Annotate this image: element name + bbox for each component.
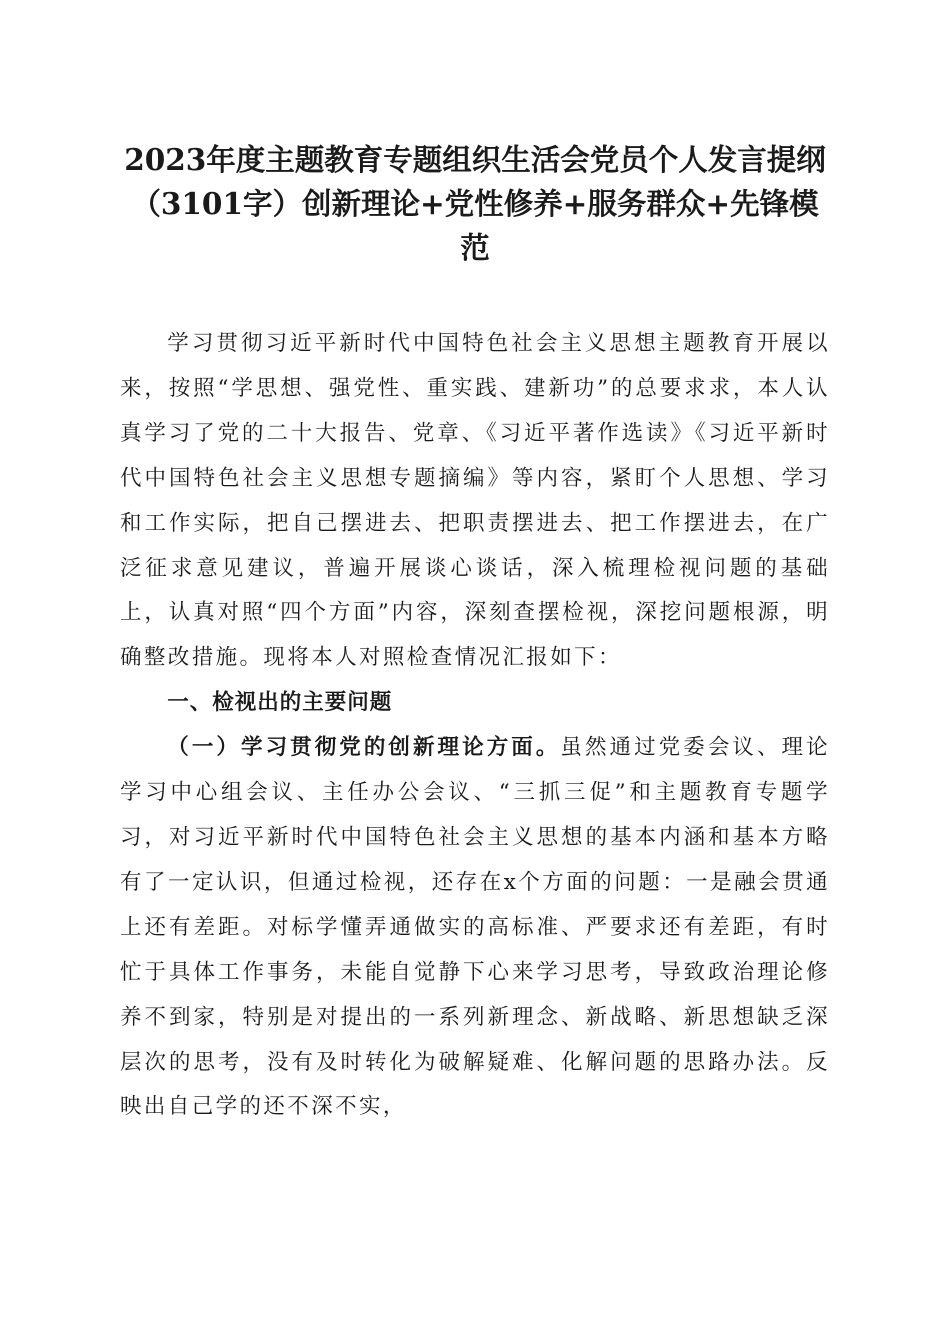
subsection-heading: （一）学习贯彻党的创新理论方面。	[167, 735, 561, 761]
section-heading: 一、检视出的主要问题	[167, 690, 393, 716]
subsection-text: 虽然通过党委会议、理论学习中心组会议、主任办公会议、“三抓三促”和主题教育专题学习，对习近平新时代中国特色社会主义思想的基本内涵和基本方略有了一定认识，但通过检视，还存在x个方面的问题：一是融会贯通上还有差距。对标学懂弄通做实的高标准、严要求还有差距，有时忙于具体工作事务，未能自觉静下心来学习思考，导致政治理论修养不到家，特别是对提出的一系列新理念、新战略、新思想缺乏深层次的思考，没有及时转化为破解疑难、化解问题的思路办法。反映出自己学的还不深不实，	[120, 735, 830, 1120]
document-body	[120, 322, 830, 1130]
subsection-paragraph	[120, 726, 830, 1130]
document-title: 2023年度主题教育专题组织生活会党员个人发言提纲（3101字）创新理论+党性修养+服务群众+先锋模范	[124, 142, 826, 265]
intro-paragraph: 学习贯彻习近平新时代中国特色社会主义思想主题教育开展以来，按照“学思想、强党性、重实践、建新功”的总要求求，本人认真学习了党的二十大报告、党章、《习近平著作选读》《习近平新时代中国特色社会主义思想专题摘编》等内容，紧盯个人思想、学习和工作实际，把自己摆进去、把职责摆进去、把工作摆进去，在广泛征求意见建议，普遍开展谈心谈话，深入梳理检视问题的基础上，认真对照“四个方面”内容，深刻查摆检视，深挖问题根源，明确整改措施。现将本人对照检查情况汇报如下：	[120, 331, 830, 671]
